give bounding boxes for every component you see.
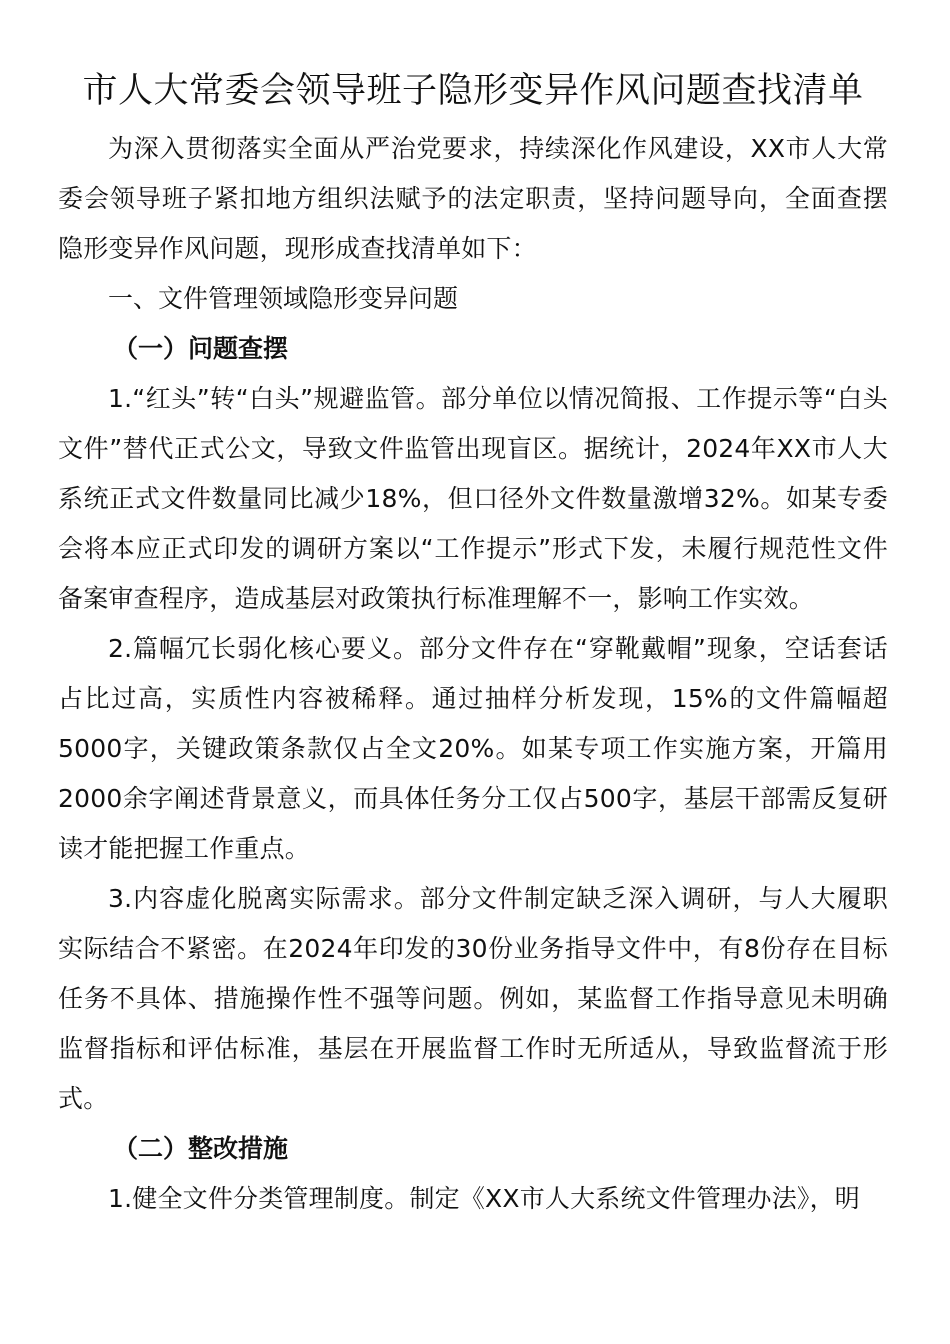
intro-paragraph: 为深入贯彻落实全面从严治党要求，持续深化作风建设，XX市人大常委会领导班子紧扣地方组织法赋予的法定职责，坚持问题导向，全面查摆隐形变异作风问题，现形成查找清单如下：	[58, 134, 888, 263]
document-title: 市人大常委会领导班子隐形变异作风问题查找清单	[82, 71, 864, 111]
problem-item-2: 2.篇幅冗长弱化核心要义。部分文件存在“穿靴戴帽”现象，空话套话占比过高，实质性内容被稀释。通过抽样分析发现，15%的文件篇幅超5000字，关键政策条款仅占全文20%。如某专项工作实施方案，开篇用2000余字阐述背景意义，而具体任务分工仅占500字，基层干部需反复研读才能把握工作重点。	[58, 634, 888, 863]
subsection-heading-rectification: （二）整改措施	[113, 1134, 289, 1163]
rectification-item-1: 1.健全文件分类管理制度。制定《XX市人大系统文件管理办法》，明	[108, 1184, 861, 1213]
problem-item-1: 1.“红头”转“白头”规避监管。部分单位以情况简报、工作提示等“白头文件”替代正式公文，导致文件监管出现盲区。据统计，2024年XX市人大系统正式文件数量同比减少18%，但口径外文件数量激增32%。如某专委会将本应正式印发的调研方案以“工作提示”形式下发，未履行规范性文件备案审查程序，造成基层对政策执行标准理解不一，影响工作实效。	[58, 384, 888, 613]
document-page	[58, 66, 888, 1224]
subsection-heading-problems: （一）问题查摆	[113, 334, 289, 363]
section-heading-file-management: 一、文件管理领域隐形变异问题	[108, 284, 459, 313]
problem-item-3: 3.内容虚化脱离实际需求。部分文件制定缺乏深入调研，与人大履职实际结合不紧密。在2024年印发的30份业务指导文件中，有8份存在目标任务不具体、措施操作性不强等问题。例如，某监督工作指导意见未明确监督指标和评估标准，基层在开展监督工作时无所适从，导致监督流于形式。	[58, 884, 888, 1113]
